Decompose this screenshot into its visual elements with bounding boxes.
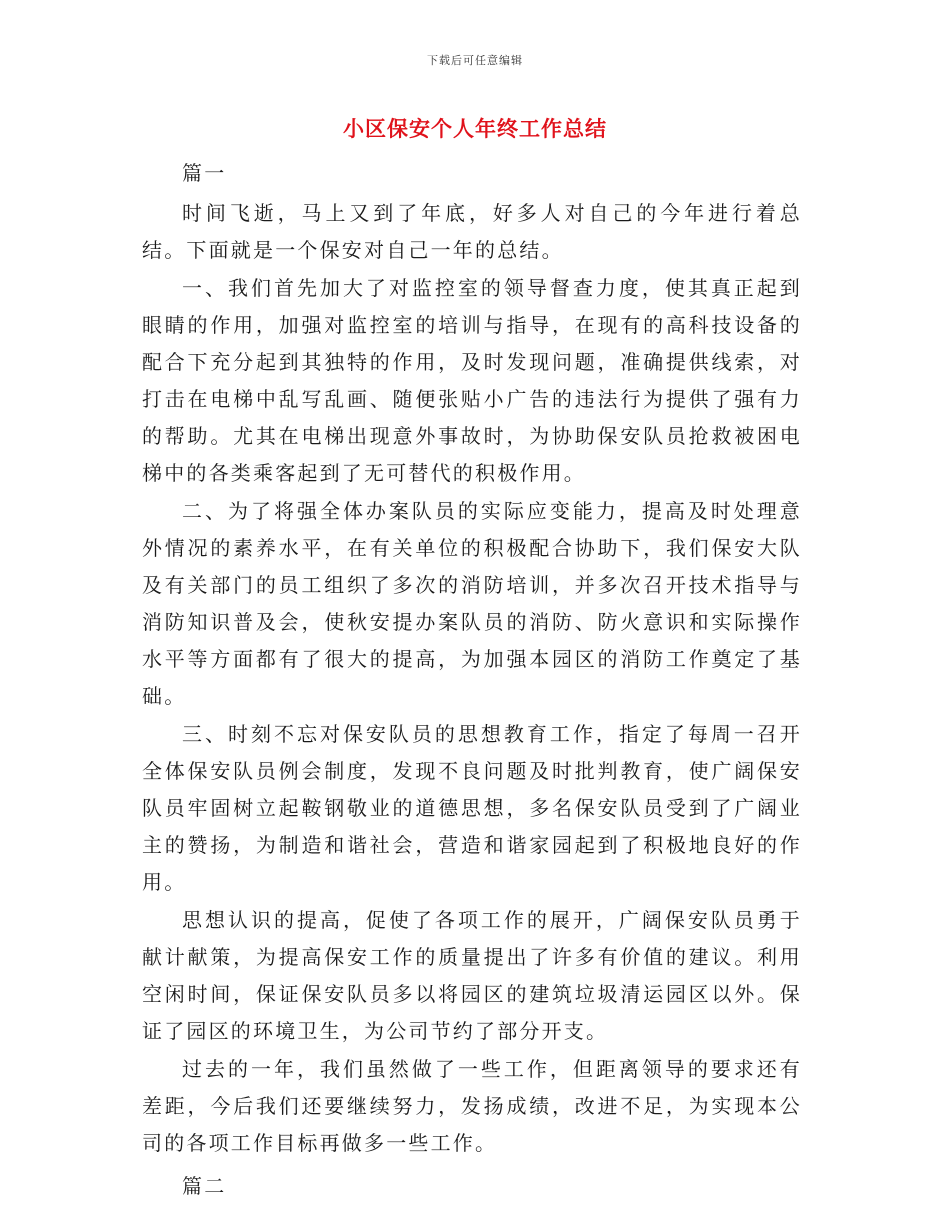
document-title: 小区保安个人年终工作总结 [343, 116, 607, 141]
paragraph: 三、时刻不忘对保安队员的思想教育工作，指定了每周一召开全体保安队员例会制度，发现不良问题及时批判教育，使广阔保安队员牢固树立起鞍钢敬业的道德思想，多名保安队员受到了广阔业主的赞扬，为制造和谐社会，营造和谐家园起到了积极地良好的作用。 [142, 722, 802, 894]
paragraph: 时间飞逝，马上又到了年底，好多人对自己的今年进行着总结。下面就是一个保安对自己一年的总结。 [142, 201, 802, 262]
section-heading-2: 篇二 [182, 1174, 227, 1198]
paragraph: 过去的一年，我们虽然做了一些工作，但距离领导的要求还有差距，今后我们还要继续努力，发扬成绩，改进不足，为实现本公司的各项工作目标再做多一些工作。 [142, 1057, 802, 1155]
paragraph: 二、为了将强全体办案队员的实际应变能力，提高及时处理意外情况的素养水平，在有关单位的积极配合协助下，我们保安大队及有关部门的员工组织了多次的消防培训，并多次召开技术指导与消防知识普及会，使秋安提办案队员的消防、防火意识和实际操作水平等方面都有了很大的提高，为加强本园区的消防工作奠定了基础。 [142, 499, 802, 708]
paragraph: 思想认识的提高，促使了各项工作的展开，广阔保安队员勇于献计献策，为提高保安工作的质量提出了许多有价值的建议。利用空闲时间，保证保安队员多以将园区的建筑垃圾清运园区以外。保证了园区的环境卫生，为公司节约了部分开支。 [142, 908, 802, 1043]
paragraph: 一、我们首先加大了对监控室的领导督查力度，使其真正起到眼睛的作用，加强对监控室的培训与指导，在现有的高科技设备的配合下充分起到其独特的作用，及时发现问题，准确提供线索，对打击在电梯中乱写乱画、随便张贴小广告的违法行为提供了强有力的帮助。尤其在电梯出现意外事故时，为协助保安队员抢救被困电梯中的各类乘客起到了无可替代的积极作用。 [142, 276, 802, 485]
section-heading-1: 篇一 [182, 161, 227, 185]
document-body [142, 155, 802, 1208]
header-note: 下载后可任意编辑 [427, 54, 523, 67]
